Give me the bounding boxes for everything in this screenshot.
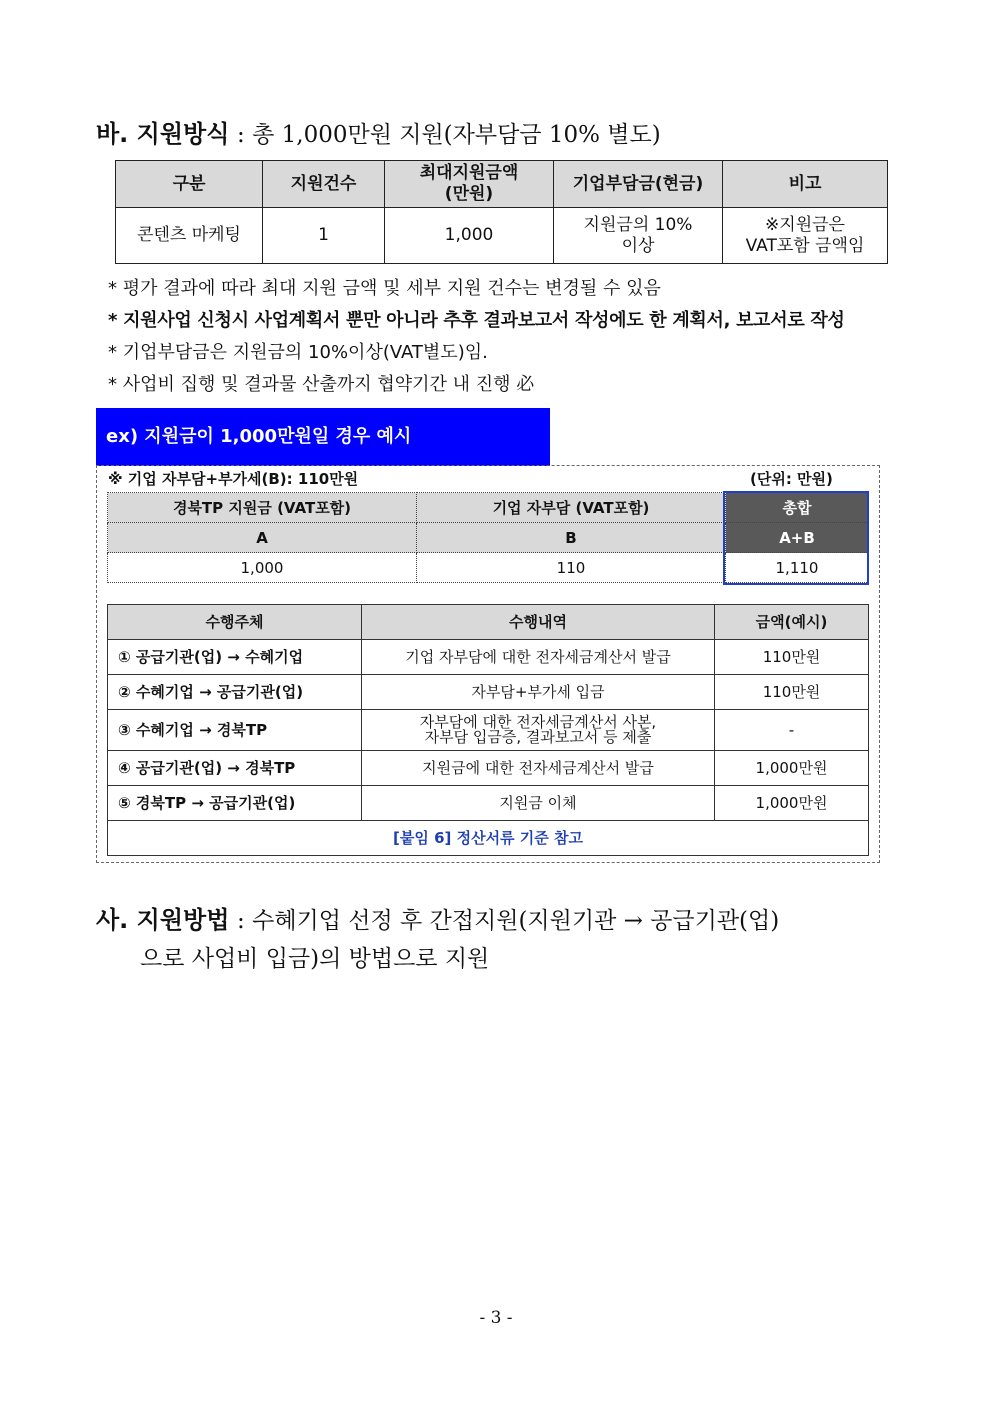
table-row [108, 786, 869, 821]
table-row [108, 640, 869, 675]
flow-desc: 지원금에 대한 전자세금계산서 발급 [362, 751, 715, 786]
section-sa-continuation [140, 940, 489, 973]
flow-actor: ③ 수혜기업 → 경북TP [108, 710, 362, 751]
note-item: * 기업부담금은 지원금의 10%이상(VAT별도)임. [108, 342, 488, 363]
amount-value-b: 110 [417, 553, 726, 583]
flow-table [107, 604, 869, 856]
section-sa-heading: 사. 지원방법 [96, 906, 230, 934]
section-sa-title [96, 900, 779, 935]
table-row [108, 710, 869, 751]
page-number: - 3 - [479, 1308, 513, 1328]
amount-value-total: 1,110 [726, 553, 869, 583]
flow-amount: 1,000만원 [715, 786, 869, 821]
support-header-max: 최대지원금액 (만원) [385, 161, 554, 208]
flow-amount: 110만원 [715, 675, 869, 710]
section-sa-line2: 으로 사업비 입금)의 방법으로 지원 [140, 946, 490, 972]
example-banner: ex) 지원금이 1,000만원일 경우 예시 [96, 408, 550, 466]
flow-actor: ④ 공급기관(업) → 경북TP [108, 751, 362, 786]
flow-header-desc: 수행내역 [362, 605, 715, 640]
amount-label-total: A+B [726, 523, 869, 553]
support-header-burden: 기업부담금(현금) [554, 161, 723, 208]
amount-label-b: B [417, 523, 726, 553]
flow-amount: 110만원 [715, 640, 869, 675]
section-sa-line1: : 수혜기업 선정 후 간접지원(지원기관 → 공급기관(업) [237, 908, 780, 934]
table-row [108, 675, 869, 710]
flow-actor: ① 공급기관(업) → 수혜기업 [108, 640, 362, 675]
note-item-bold: * 지원사업 신청시 사업계획서 뿐만 아니라 추후 결과보고서 작성에도 한 계획서, 보고서로 작성 [108, 310, 845, 331]
flow-desc: 자부담+부가세 입금 [362, 675, 715, 710]
example-subtitle: ※ 기업 자부담+부가세(B): 110만원 [108, 470, 359, 488]
support-header-count: 지원건수 [263, 161, 385, 208]
flow-amount: 1,000만원 [715, 751, 869, 786]
flow-header-amount: 금액(예시) [715, 605, 869, 640]
section-ba-heading: 바. 지원방식 [96, 120, 230, 148]
flow-footer-reference: [붙임 6] 정산서류 기준 참고 [108, 821, 869, 856]
flow-desc: 자부담에 대한 전자세금계산서 사본, 자부담 입금증, 결과보고서 등 제출 [362, 710, 715, 751]
amount-value-a: 1,000 [108, 553, 417, 583]
amount-header-b: 기업 자부담 (VAT포함) [417, 493, 726, 523]
support-cell-burden: 지원금의 10% 이상 [554, 208, 723, 264]
support-header-category: 구분 [116, 161, 263, 208]
flow-desc: 지원금 이체 [362, 786, 715, 821]
table-row [108, 751, 869, 786]
support-cell-max: 1,000 [385, 208, 554, 264]
flow-amount: - [715, 710, 869, 751]
example-unit: (단위: 만원) [750, 470, 833, 488]
support-header-note: 비고 [723, 161, 888, 208]
note-item: * 평가 결과에 따라 최대 지원 금액 및 세부 지원 건수는 변경될 수 있음 [108, 278, 661, 299]
total-highlight-border [723, 491, 869, 585]
support-cell-count: 1 [263, 208, 385, 264]
flow-desc: 기업 자부담에 대한 전자세금계산서 발급 [362, 640, 715, 675]
support-cell-note: ※지원금은 VAT포함 금액임 [723, 208, 888, 264]
support-cell-category: 콘텐츠 마케팅 [116, 208, 263, 264]
amount-header-total: 총합 [726, 493, 869, 523]
section-ba-title [96, 114, 661, 149]
flow-header-actor: 수행주체 [108, 605, 362, 640]
note-item: * 사업비 집행 및 결과물 산출까지 협약기간 내 진행 必 [108, 374, 535, 395]
section-ba-body: : 총 1,000만원 지원(자부담금 10% 별도) [237, 122, 661, 148]
notes-list [108, 273, 845, 401]
flow-actor: ⑤ 경북TP → 공급기관(업) [108, 786, 362, 821]
support-table [115, 160, 888, 264]
amount-label-a: A [108, 523, 417, 553]
flow-actor: ② 수혜기업 → 공급기관(업) [108, 675, 362, 710]
amount-header-a: 경북TP 지원금 (VAT포함) [108, 493, 417, 523]
